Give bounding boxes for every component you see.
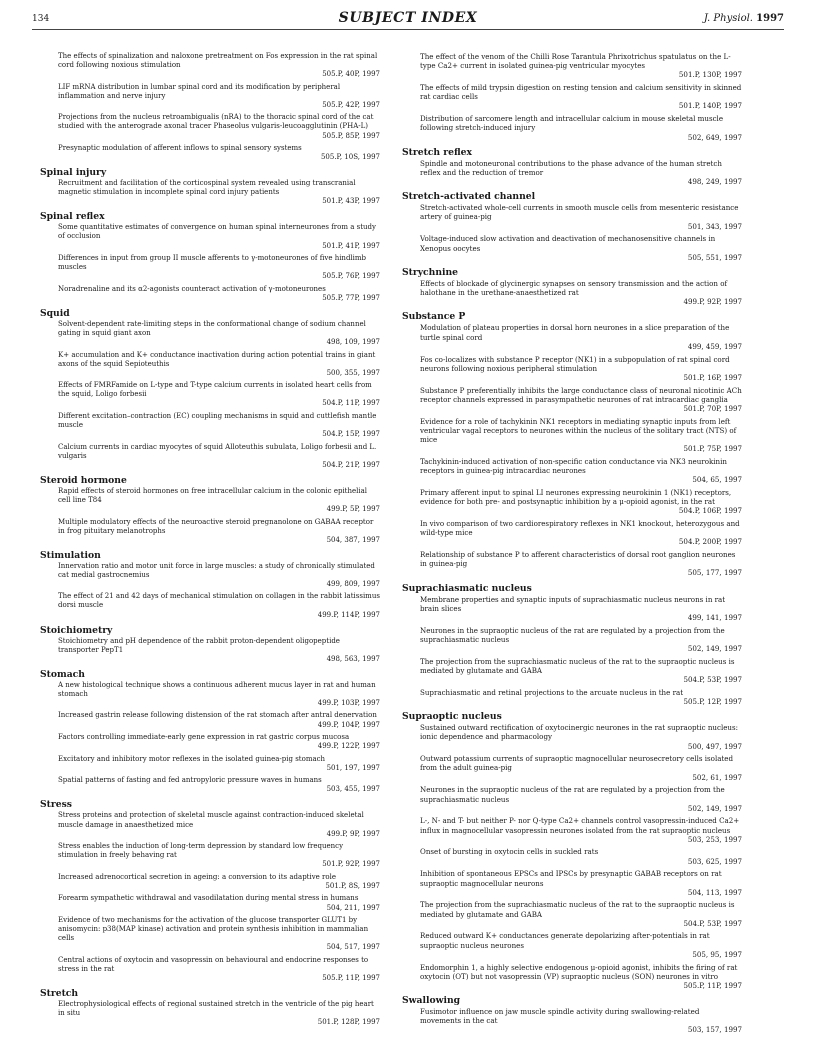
entry-title: Fos co-localizes with substance P receptor (NK1) in a subpopulation of rat spinal cord neurons following noxious peripheral stimulation (420, 354, 730, 373)
entry-reference: 505.P, 42P, 1997 (322, 100, 380, 109)
section-heading: Squid (40, 307, 70, 319)
index-section (402, 995, 742, 1035)
entry-title: Stress enables the induction of long-term depression by standard low frequency stimulation in freely behaving rat (58, 842, 344, 860)
entry-title: Electrophysiological effects of regional sustained stretch in the ventricle of the pig heart in situ (58, 1000, 374, 1018)
index-entry (402, 114, 742, 142)
section-heading: Spinal reflex (40, 211, 105, 223)
index-entry (402, 963, 742, 991)
index-section (402, 147, 742, 187)
entry-reference: 502, 61, 1997 (692, 772, 742, 782)
entry-reference: 505.P, 10S, 1997 (320, 153, 380, 162)
entry-title: Increased gastrin release following distension of the rat stomach after antral denervation (58, 711, 377, 720)
entry-title: Stress proteins and protection of skeletal muscle against contraction-induced skeletal muscle damage in anaesthetized mice (58, 811, 364, 829)
index-section (402, 267, 742, 307)
index-section (402, 50, 742, 142)
entry-reference: 499.P, 104P, 1997 (317, 720, 380, 729)
entry-title: Spatial patterns of fasting and fed antropyloric pressure waves in humans (58, 776, 322, 785)
section-heading: Steroid hormone (40, 474, 127, 486)
entry-reference: 505.P, 85P, 1997 (322, 131, 380, 140)
index-entry (40, 562, 380, 589)
index-entry (402, 847, 742, 865)
section-heading: Stress (40, 799, 72, 811)
entry-reference: 505.P, 76P, 1997 (322, 272, 380, 281)
index-entry (40, 381, 380, 408)
index-entry (402, 519, 742, 547)
index-entry (402, 279, 742, 307)
entry-title: The effect of 21 and 42 days of mechanical stimulation on collagen in the rabbit latissimus dorsi muscle (58, 592, 380, 610)
index-section (40, 50, 380, 162)
index-entry (402, 723, 742, 751)
entry-title: Excitatory and inhibitory motor reflexes in the isolated guinea-pig stomach (58, 754, 326, 763)
entry-reference: 501.P, 16P, 1997 (683, 372, 742, 382)
index-entry (402, 550, 742, 578)
index-entry (402, 816, 742, 844)
entry-title: Calcium currents in cardiac myocytes of squid Alloteuthis subulata, Loligo forbesii and L. vulgaris (58, 442, 377, 460)
section-heading: Spinal injury (40, 167, 107, 179)
index-entry (40, 487, 380, 514)
entry-title: Projections from the nucleus retroambigualis (nRA) to the thoracic spinal cord of the cat studied with the anterograde axonal tracer Phaseolus vulgaris-leucoagglutinin (PHA-L) (58, 113, 374, 131)
entry-reference: 501.P, 92P, 1997 (322, 860, 380, 869)
section-heading: Supraoptic nucleus (402, 711, 502, 723)
index-entry (40, 637, 380, 664)
index-section (40, 550, 380, 620)
index-section (402, 191, 742, 262)
index-entry (40, 776, 380, 794)
entry-reference: 504, 113, 1997 (687, 887, 742, 897)
section-heading: Strychnine (402, 266, 459, 278)
entry-title: Modulation of plateau properties in dorsal horn neurones in a slice preparation of the turtle spinal cord (420, 323, 730, 342)
entry-reference: 505.P, 11P, 1997 (322, 973, 380, 982)
entry-reference: 505.P, 12P, 1997 (683, 697, 742, 706)
entry-title: K+ accumulation and K+ conductance inactivation during action potential trains in giant axons of the squid Sepioteuthis (58, 350, 376, 368)
entry-reference: 504.P, 21P, 1997 (322, 460, 380, 469)
entry-title: The effects of mild trypsin digestion on resting tension and calcium sensitivity in skinned rat cardiac cells (420, 83, 742, 102)
entry-title: Membrane properties and synaptic inputs of suprachiasmatic nucleus neurons in rat brain slices (420, 594, 726, 613)
entry-title: Solvent-dependent rate-limiting steps in the conformational change of sodium channel gating in squid giant axon (58, 319, 366, 337)
entry-title: Stretch-activated whole-cell currents in smooth muscle cells from mesenteric resistance artery of guinea-pig (420, 203, 739, 222)
entry-title: Innervation ratio and motor unit force in large muscles: a study of chronically stimulated cat medial gastrocnemius (58, 561, 375, 579)
entry-title: LIF mRNA distribution in lumbar spinal cord and its modification by peripheral inflammation and nerve injury (58, 82, 341, 100)
entry-reference: 501.P, 41P, 1997 (322, 241, 380, 250)
index-entry (40, 873, 380, 891)
section-heading: Stretch (40, 988, 79, 999)
entry-title: Evidence for a role of tachykinin NK1 receptors in mediating synaptic inputs from left ventricular vagal receptors to neurones within the nucleus of the solitary tract (NTS) of mice (420, 416, 737, 444)
entry-reference: 504.P, 53P, 1997 (683, 918, 742, 928)
entry-reference: 504.P, 11P, 1997 (322, 399, 380, 408)
section-heading: Suprachiasmatic nucleus (402, 582, 532, 594)
index-entry (40, 52, 380, 79)
index-entry (40, 755, 380, 773)
index-entry (402, 203, 742, 231)
entry-title: Sustained outward rectification of oxytocinergic neurones in the rat supraoptic nucleus: ionic dependence and pharmacology (420, 723, 739, 742)
entry-reference: 504, 517, 1997 (326, 943, 380, 952)
entry-reference: 502, 649, 1997 (687, 132, 742, 142)
entry-title: Effects of FMRFamide on L-type and T-type calcium currents in isolated heart cells from the squid, Loligo forbesii (58, 381, 372, 399)
index-entry (40, 916, 380, 952)
entry-reference: 505, 95, 1997 (692, 949, 742, 959)
index-entry (40, 711, 380, 729)
entry-reference: 498, 109, 1997 (326, 338, 380, 346)
entry-reference: 499, 809, 1997 (326, 579, 380, 588)
index-section (40, 211, 380, 303)
entry-reference: 505, 177, 1997 (687, 568, 742, 578)
page-title: SUBJECT INDEX (338, 10, 478, 26)
index-entry (402, 355, 742, 383)
index-entry (40, 320, 380, 347)
index-entry (40, 351, 380, 378)
index-section (402, 711, 742, 990)
index-entry (40, 144, 380, 162)
entry-title: A new histological technique shows a continuous adherent mucus layer in rat and human stomach (58, 680, 376, 698)
entry-title: The projection from the suprachiasmatic nucleus of the rat to the supraoptic nucleus is mediated by glutamate and GABA (420, 656, 735, 675)
entry-reference: 504, 65, 1997 (692, 475, 742, 485)
index-entry (40, 83, 380, 110)
entry-reference: 499.P, 103P, 1997 (317, 698, 380, 707)
journal-citation (704, 13, 784, 24)
entry-reference: 504.P, 53P, 1997 (683, 675, 742, 685)
entry-reference: 504, 387, 1997 (326, 535, 380, 544)
entry-reference: 501, 197, 1997 (326, 763, 380, 772)
left-column (40, 50, 380, 1031)
entry-title: Forearm sympathetic withdrawal and vasodilatation during mental stress in humans (58, 894, 359, 903)
section-heading: Stoichiometry (40, 624, 113, 636)
index-entry (402, 323, 742, 351)
journal-name: J. Physiol. (703, 13, 753, 24)
entry-title: Primary afferent input to spinal LI neurones expressing neurokinin 1 (NK1) receptors, evidence for both pre- and postsynaptic inhibition by a μ-opioid agonist, in the rat (420, 487, 732, 507)
entry-reference: 501, 343, 1997 (687, 221, 742, 231)
entry-reference: 502, 149, 1997 (687, 644, 742, 654)
entry-reference: 503, 625, 1997 (687, 856, 742, 866)
entry-title: In vivo comparison of two cardiorespiratory reflexes in NK1 knockout, heterozygous and wild-type mice (420, 519, 740, 538)
entry-reference: 500, 497, 1997 (687, 741, 742, 751)
index-entry (40, 681, 380, 708)
entry-reference: 501.P, 70P, 1997 (683, 403, 742, 413)
entry-title: Increased adrenocortical secretion in ageing: a conversion to its adaptive role (58, 872, 336, 881)
entry-title: Substance P preferentially inhibits the large conductance class of neuronal nicotinic ACh receptor channels expressed in parasympathetic neurones of rat intracardiac ganglia (420, 385, 742, 404)
entry-reference: 505, 551, 1997 (687, 252, 742, 262)
index-section (40, 475, 380, 545)
entry-title: Presynaptic modulation of afferent inflows to spinal sensory systems (58, 144, 302, 153)
index-entry (402, 785, 742, 813)
entry-reference: 504.P, 106P, 1997 (678, 506, 742, 516)
section-heading: Stimulation (40, 549, 101, 561)
index-entry (402, 688, 742, 706)
index-entry (402, 1007, 742, 1035)
entry-title: The projection from the suprachiasmatic nucleus of the rat to the supraoptic nucleus is mediated by glutamate and GABA (420, 900, 735, 919)
page-header (32, 10, 784, 28)
journal-year: 1997 (756, 13, 784, 24)
index-section (40, 308, 380, 470)
index-entry (40, 592, 380, 619)
index-entry (40, 956, 380, 983)
index-section (402, 583, 742, 707)
entry-reference: 498, 563, 1997 (326, 654, 380, 663)
entry-reference: 498, 249, 1997 (687, 177, 742, 187)
index-entry (40, 733, 380, 751)
page-number: 134 (32, 14, 50, 24)
entry-title: Distribution of sarcomere length and intracellular calcium in mouse skeletal muscle following stretch-induced injury (420, 114, 724, 133)
index-entry (40, 223, 380, 250)
entry-title: Tachykinin-induced activation of non-specific cation conductance via NK3 neurokinin receptors in guinea-pig intracardiac neurones (420, 456, 727, 476)
index-entry (402, 657, 742, 685)
entry-title: Inhibition of spontaneous EPSCs and IPSCs by presynaptic GABAB receptors on rat supraoptic magnocellular neurons (420, 869, 722, 888)
entry-reference: 502, 149, 1997 (687, 803, 742, 813)
entry-title: Stoichiometry and pH dependence of the rabbit proton-dependent oligopeptide transporter PepT1 (58, 636, 340, 654)
header-rule (32, 29, 784, 30)
index-entry (402, 417, 742, 454)
entry-reference: 500, 355, 1997 (326, 368, 380, 377)
index-entry (402, 234, 742, 262)
entry-reference: 499.P, 122P, 1997 (317, 742, 380, 751)
entry-reference: 501.P, 75P, 1997 (683, 444, 742, 454)
entry-title: Voltage-induced slow activation and deactivation of mechanosensitive channels in Xenopus oocytes (420, 234, 716, 253)
entry-title: L-, N- and T- but neither P- nor Q-type Ca2+ channels control vasopressin-induced Ca2+ influx in magnocellular vasopressin neurones isolated from the rat supraoptic nucleus (420, 816, 740, 835)
entry-reference: 499.P, 92P, 1997 (683, 297, 742, 307)
index-entry (40, 811, 380, 838)
entry-title: Central actions of oxytocin and vasopressin on behavioural and endocrine responses to stress in the rat (58, 955, 369, 973)
index-section (40, 988, 380, 1027)
entry-title: Noradrenaline and its α2-agonists counteract activation of γ-motoneurones (58, 284, 326, 293)
index-entry (402, 488, 742, 516)
entry-reference: 501.P, 43P, 1997 (322, 197, 380, 206)
entry-reference: 501.P, 140P, 1997 (678, 101, 742, 111)
entry-title: Some quantitative estimates of convergence on human spinal interneurones from a study of occlusion (58, 223, 376, 241)
section-heading: Stomach (40, 668, 85, 680)
index-entry (402, 900, 742, 928)
entry-title: Multiple modulatory effects of the neuroactive steroid pregnanolone on GABAA receptor in frog pituitary melanotrophs (58, 517, 374, 535)
index-section (40, 799, 380, 983)
section-heading: Swallowing (402, 995, 461, 1007)
entry-title: Neurones in the supraoptic nucleus of the rat are regulated by a projection from the suprachiasmatic nucleus (420, 785, 725, 804)
index-entry (40, 179, 380, 206)
entry-reference: 504, 211, 1997 (326, 903, 380, 912)
entry-title: Endomorphin 1, a highly selective endogenous μ-opioid agonist, inhibits the firing of rat oxytocin (OT) but not vasopressin (VP) supraoptic nucleus (SON) neurones in vitro (420, 962, 738, 981)
index-section (40, 669, 380, 795)
entry-title: Outward potassium currents of supraoptic magnocellular neurosecretory cells isolated from the adult guinea-pig (420, 754, 734, 773)
index-entry (40, 113, 380, 140)
entry-title: Fusimotor influence on jaw muscle spindle activity during swallowing-related movements in the cat (420, 1007, 700, 1026)
entry-title: Neurones in the supraoptic nucleus of the rat are regulated by a projection from the suprachiasmatic nucleus (420, 625, 725, 644)
index-entry (402, 83, 742, 111)
right-column (402, 50, 742, 1038)
entry-title: Effects of blockade of glycinergic synapses on sensory transmission and the action of halothane in the urethane-anaesthetized rat (420, 278, 728, 298)
entry-title: Different excitation–contraction (EC) coupling mechanisms in squid and cuttlefish mantle muscle (58, 411, 377, 429)
index-entry (40, 894, 380, 912)
entry-reference: 499.P, 9P, 1997 (326, 829, 380, 838)
section-heading: Stretch-activated channel (402, 191, 536, 203)
index-entry (402, 754, 742, 782)
index-entry (40, 254, 380, 281)
entry-title: Differences in input from group II muscle afferents to γ-motoneurones of five hindlimb muscles (58, 254, 367, 272)
entry-reference: 499, 459, 1997 (687, 341, 742, 351)
section-heading: Substance P (402, 311, 466, 323)
entry-reference: 501.P, 128P, 1997 (317, 1018, 380, 1027)
entry-title: Spindle and motoneuronal contributions to the phase advance of the human stretch reflex and the reduction of tremor (420, 158, 722, 177)
index-entry (40, 285, 380, 303)
entry-title: Rapid effects of steroid hormones on free intracellular calcium in the colonic epithelial cell line T84 (58, 486, 368, 504)
entry-reference: 504.P, 200P, 1997 (678, 537, 742, 547)
entry-title: Suprachiasmatic and retinal projections to the arcuate nucleus in the rat (420, 687, 684, 697)
entry-title: Factors controlling immediate-early gene expression in rat gastric corpus mucosa (58, 733, 350, 742)
entry-reference: 499, 141, 1997 (687, 613, 742, 622)
entry-title: The effect of the venom of the Chilli Rose Tarantula Phrixotrichus spatulatus on the L-type Ca2+ current in isolated guinea-pig ventricular myocytes (420, 52, 731, 71)
entry-reference: 504.P, 15P, 1997 (322, 430, 380, 439)
entry-reference: 501.P, 130P, 1997 (678, 70, 742, 80)
entry-title: Recruitment and facilitation of the corticospinal system revealed using transcranial magnetic stimulation in incomplete spinal cord injury patients (58, 179, 356, 197)
index-entry (40, 1000, 380, 1027)
index-entry (402, 931, 742, 959)
index-entry (40, 412, 380, 439)
index-entry (402, 457, 742, 485)
index-entry (40, 443, 380, 470)
entry-title: Evidence of two mechanisms for the activation of the glucose transporter GLUT1 by anisomycin: p38(MAP kinase) activation and protein synthesis inhibition in mammalian cells (58, 916, 369, 943)
index-entry (40, 842, 380, 869)
index-entry (402, 626, 742, 654)
index-entry (402, 595, 742, 623)
entry-reference: 505.P, 40P, 1997 (322, 70, 380, 79)
section-heading: Stretch reflex (402, 146, 472, 158)
entry-title: The effects of spinalization and naloxone pretreatment on Fos expression in the rat spinal cord following noxious stimulation (58, 52, 378, 70)
index-entry (402, 52, 742, 80)
index-entry (402, 869, 742, 897)
entry-reference: 501.P, 8S, 1997 (325, 881, 380, 890)
entry-reference: 503, 157, 1997 (687, 1025, 742, 1035)
index-section (40, 625, 380, 664)
index-entry (402, 159, 742, 187)
index-section (40, 167, 380, 206)
entry-reference: 503, 455, 1997 (326, 785, 380, 794)
entry-reference: 499.P, 5P, 1997 (326, 504, 380, 513)
index-entry (40, 518, 380, 545)
entry-title: Relationship of substance P to afferent characteristics of dorsal root ganglion neurones in guinea-pig (420, 550, 736, 569)
index-entry (402, 386, 742, 414)
entry-reference: 505.P, 11P, 1997 (683, 980, 742, 990)
entry-title: Onset of bursting in oxytocin cells in suckled rats (420, 847, 599, 857)
entry-title: Reduced outward K+ conductances generate depolarizing after-potentials in rat supraoptic nucleus neurones (420, 931, 710, 950)
entry-reference: 503, 253, 1997 (687, 834, 742, 844)
entry-reference: 505.P, 77P, 1997 (322, 293, 380, 302)
entry-reference: 499.P, 114P, 1997 (317, 610, 380, 619)
index-section (402, 311, 742, 577)
